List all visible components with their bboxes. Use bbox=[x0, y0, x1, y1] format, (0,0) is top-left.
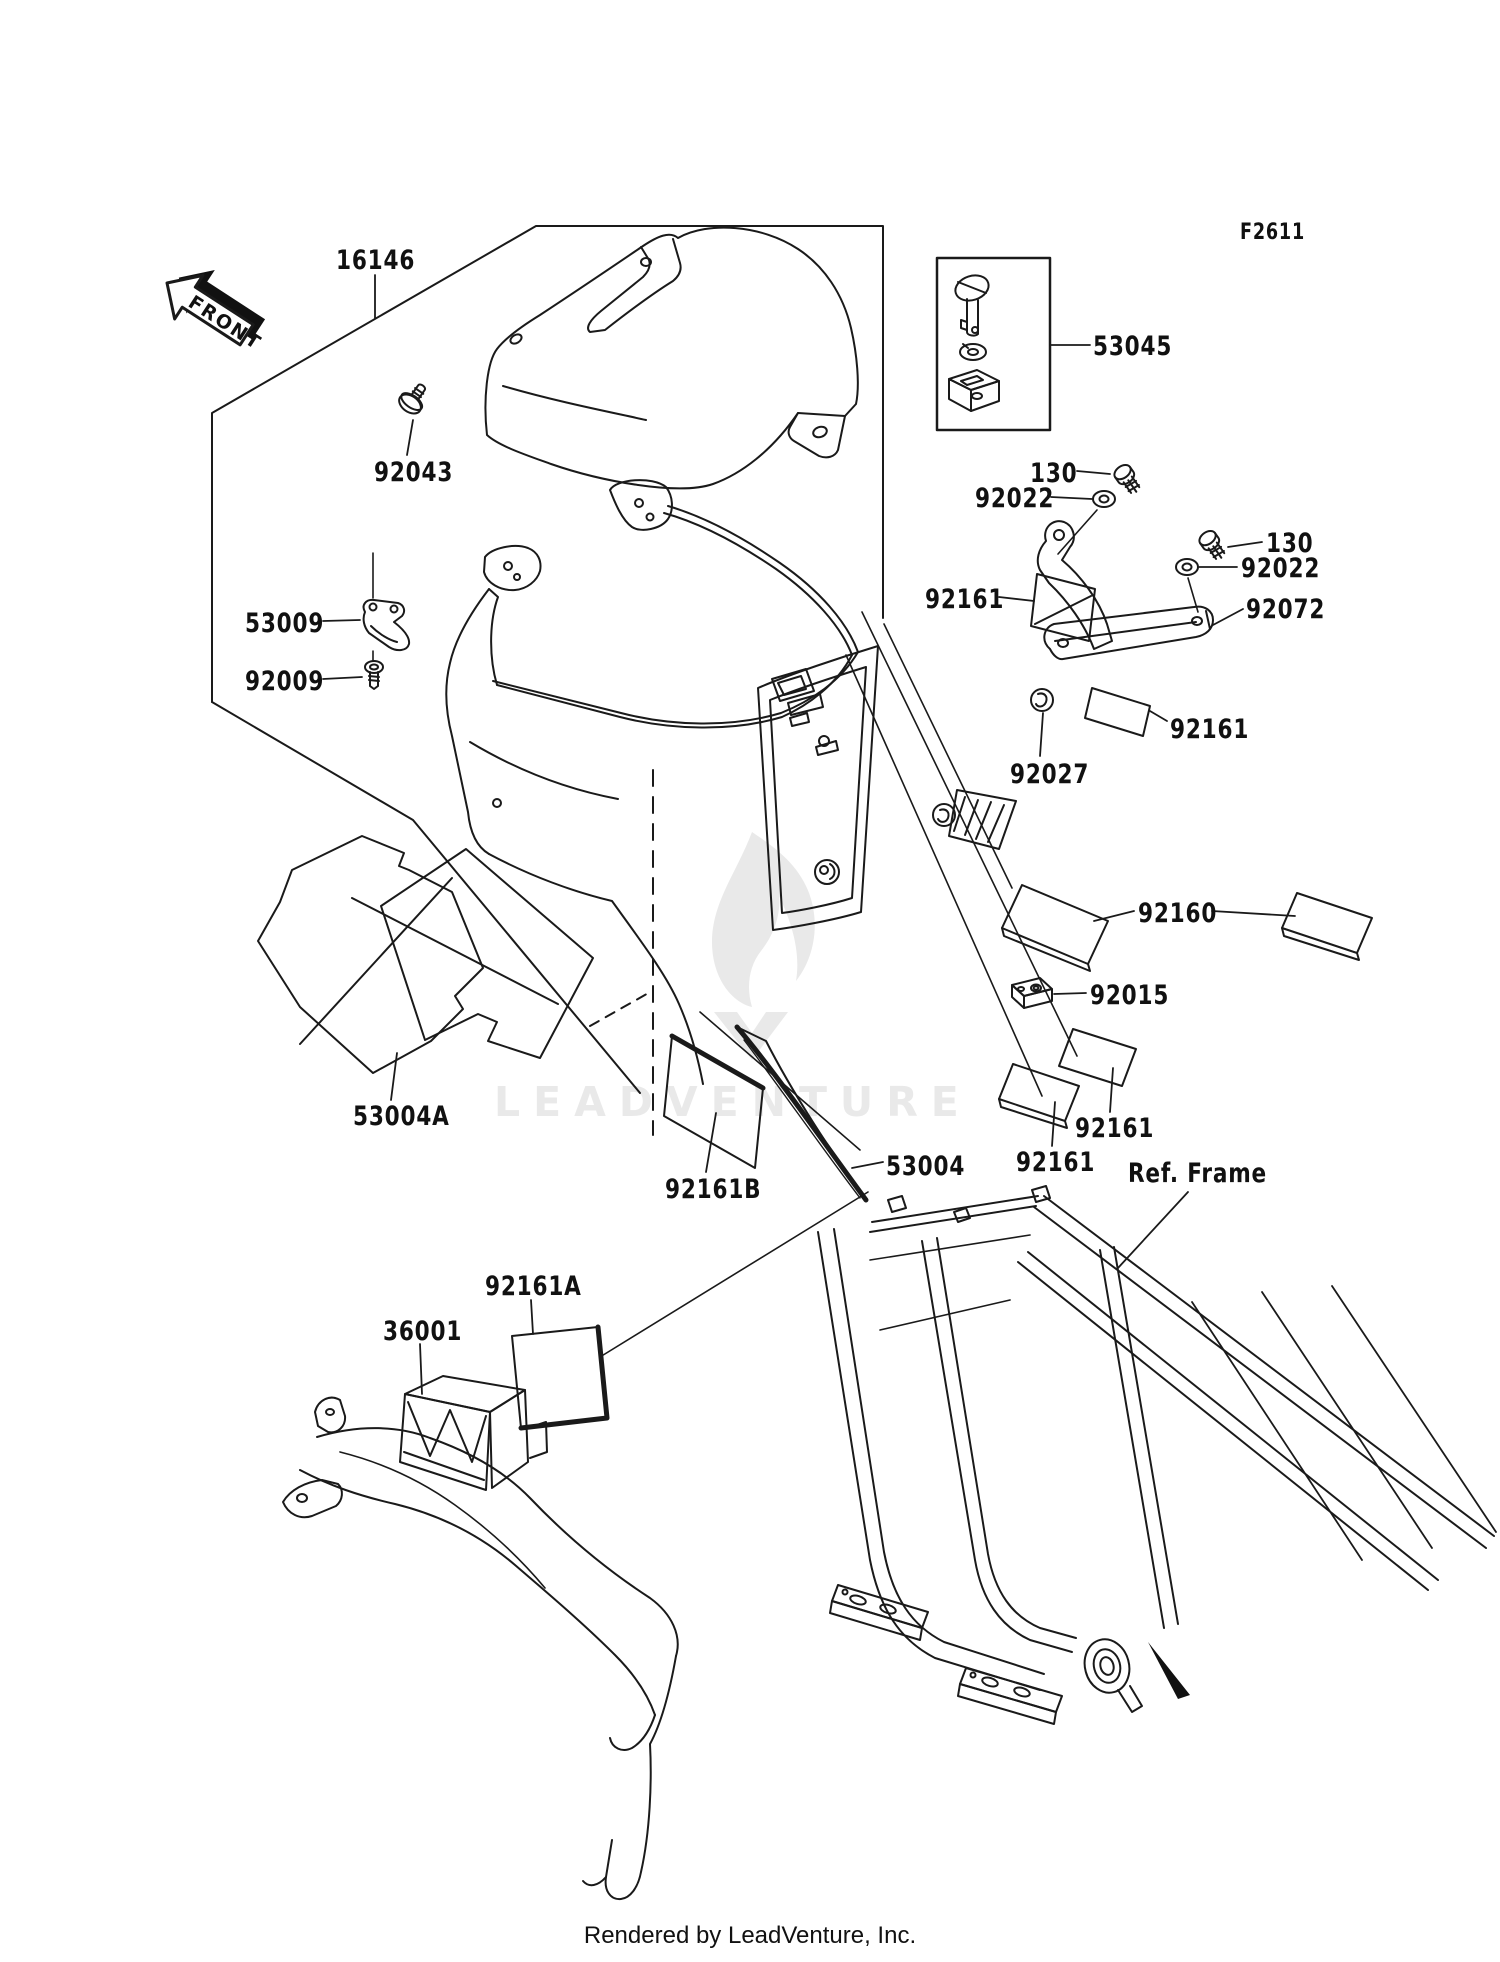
front-arrow bbox=[153, 252, 281, 366]
watermark bbox=[494, 832, 972, 1126]
part-label-16146[interactable]: 16146 bbox=[336, 245, 416, 276]
drawing-washer-92022-b bbox=[1176, 559, 1198, 575]
drawing-top-cover-16146 bbox=[485, 228, 857, 489]
part-label-92161-bracket-right[interactable]: 92161 bbox=[1170, 714, 1250, 745]
part-label-92160[interactable]: 92160 bbox=[1138, 898, 1218, 929]
watermark-flame-icon bbox=[712, 832, 815, 1007]
part-label-92027[interactable]: 92027 bbox=[1010, 759, 1090, 790]
part-label-53004A[interactable]: 53004A bbox=[353, 1101, 450, 1132]
part-label-92161-sticker-upper[interactable]: 92161 bbox=[1075, 1113, 1155, 1144]
part-label-53045[interactable]: 53045 bbox=[1093, 331, 1173, 362]
drawing-ref-frame bbox=[818, 1186, 1496, 1724]
part-label-36001[interactable]: 36001 bbox=[383, 1316, 463, 1347]
drawing-washer-92022-a bbox=[1093, 491, 1115, 507]
part-label-92161B[interactable]: 92161B bbox=[665, 1174, 762, 1205]
drawing-mat-53004A bbox=[258, 836, 593, 1073]
drawing-bolt-130-b bbox=[1197, 528, 1229, 563]
part-label-53009[interactable]: 53009 bbox=[245, 608, 325, 639]
leader-lines bbox=[323, 275, 1295, 1394]
drawing-screw-92009 bbox=[365, 661, 383, 689]
phantom-boundary-lines bbox=[212, 226, 1077, 1357]
part-label-92161-sticker-lower[interactable]: 92161 bbox=[1016, 1147, 1096, 1178]
watermark-v-icon bbox=[714, 1012, 788, 1060]
drawing-plug-92043 bbox=[396, 379, 433, 418]
drawing-bracket-53009 bbox=[364, 553, 410, 661]
part-label-92015[interactable]: 92015 bbox=[1090, 980, 1170, 1011]
drawing-duct-36001 bbox=[283, 1376, 678, 1899]
part-label-53004[interactable]: 53004 bbox=[886, 1151, 966, 1182]
drawing-brackets bbox=[1038, 510, 1213, 659]
drawing-kit-53045 bbox=[937, 258, 1050, 430]
part-label-92161-bracket-left[interactable]: 92161 bbox=[925, 584, 1005, 615]
part-label-130-b[interactable]: 130 bbox=[1266, 528, 1314, 559]
part-label-92009[interactable]: 92009 bbox=[245, 666, 325, 697]
figure-code: F2611 bbox=[1240, 220, 1306, 245]
part-label-92161A[interactable]: 92161A bbox=[485, 1271, 582, 1302]
part-label-130-a[interactable]: 130 bbox=[1030, 458, 1078, 489]
part-label-92072[interactable]: 92072 bbox=[1246, 594, 1326, 625]
part-label-92022-b[interactable]: 92022 bbox=[1241, 553, 1321, 584]
watermark-text: LEADVENTURE bbox=[494, 1078, 972, 1126]
front-arrow-label: FRONT bbox=[184, 291, 266, 355]
drawing-bolt-130-a bbox=[1112, 462, 1144, 497]
ref-frame-link[interactable]: Ref. Frame bbox=[1128, 1158, 1267, 1189]
part-label-92043[interactable]: 92043 bbox=[374, 457, 454, 488]
footer-credit: Rendered by LeadVenture, Inc. bbox=[583, 1922, 917, 1949]
part-label-92022-a[interactable]: 92022 bbox=[975, 483, 1055, 514]
